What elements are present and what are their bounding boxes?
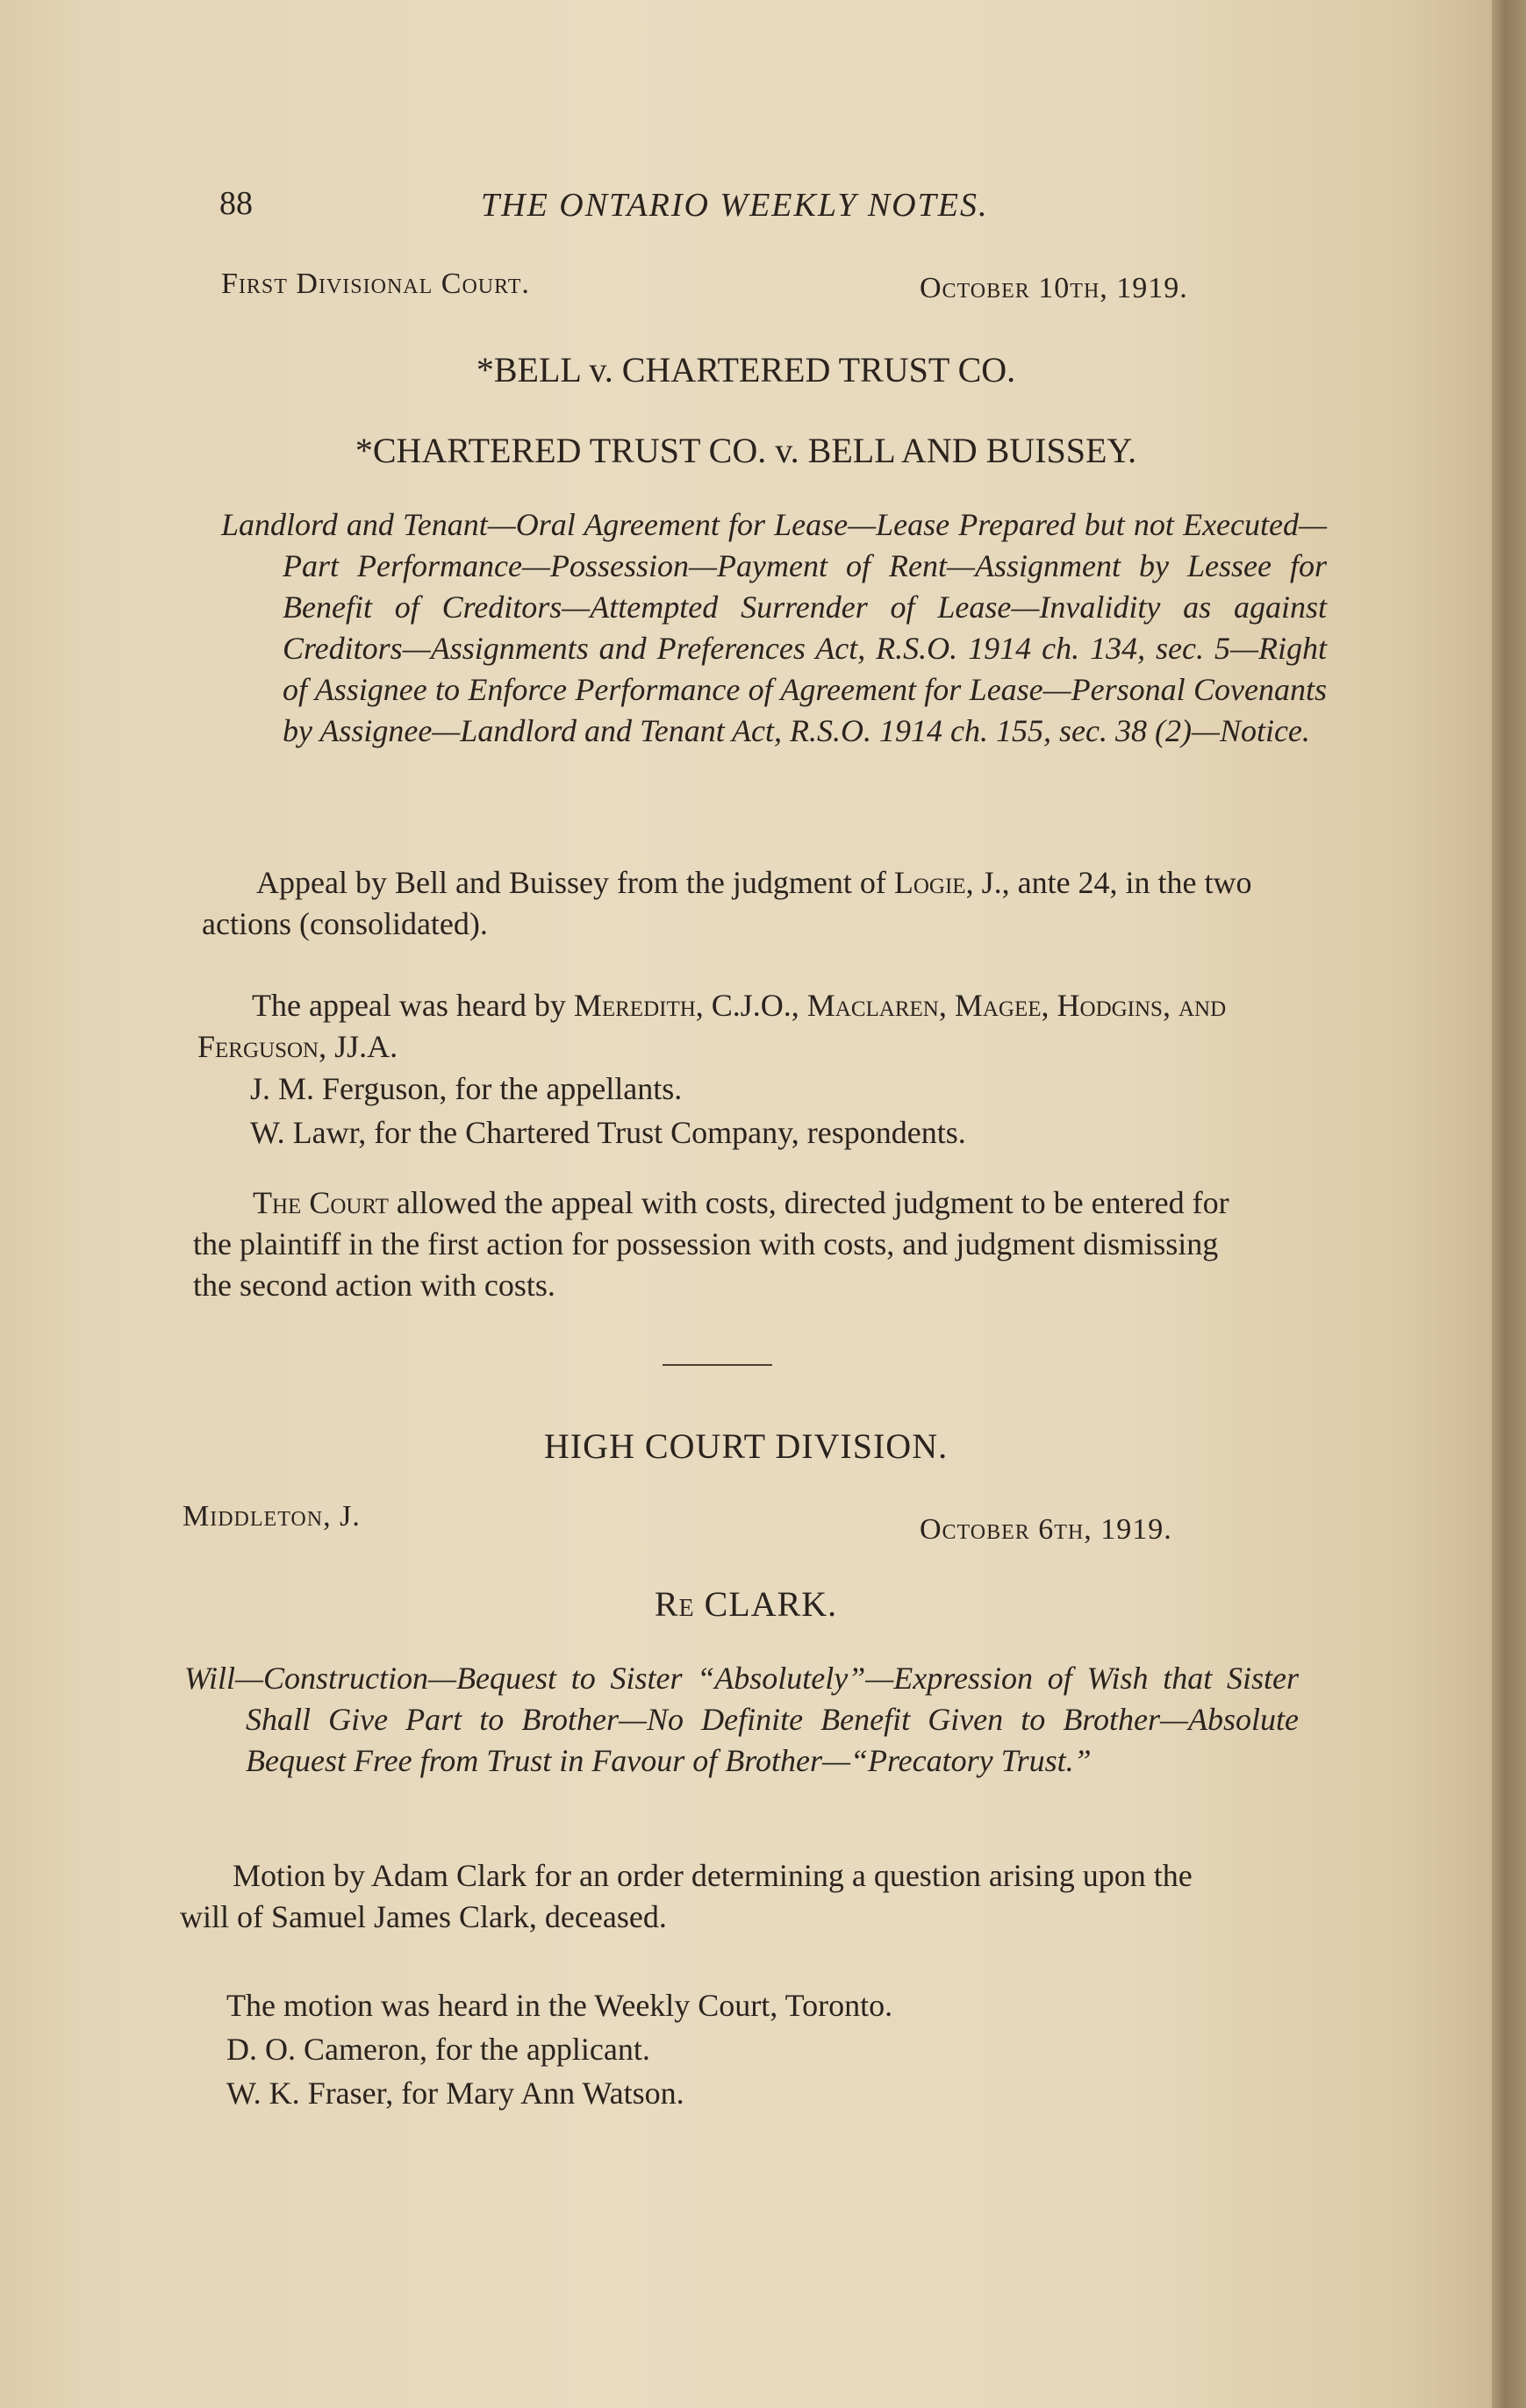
- decision-lead: The Court: [253, 1185, 389, 1220]
- counsel-watson: W. K. Fraser, for Mary Ann Watson.: [226, 2076, 684, 2111]
- bench-judges: Meredith, C.J.O., Maclaren, Magee, Hodgins, and Ferguson: [197, 988, 1227, 1064]
- headnote-2: Will—Construction—Bequest to Sister “Absolutely”—Expression of Wish that Sister Shall Give Part to Brother—No Definite Benefit Given to Brother—Absolute Bequest Free from Trust in Favour of Brother—“Precatory Trust.”: [184, 1661, 1299, 1778]
- hearing-text: The appeal was heard by: [252, 988, 574, 1023]
- appeal-text: Appeal by Bell and Buissey from the judgment of: [256, 865, 894, 900]
- running-title: THE ONTARIO WEEKLY NOTES.: [481, 187, 989, 224]
- case-title-secondary: *CHARTERED TRUST CO. v. BELL AND BUISSEY.: [355, 431, 1137, 470]
- decision-date: October 10th, 1919.: [920, 272, 1188, 304]
- presiding-judge: Middleton, J.: [183, 1500, 361, 1533]
- hearing-text-end: , JJ.A.: [319, 1029, 398, 1064]
- headnote: Landlord and Tenant—Oral Agreement for Lease—Lease Prepared but not Executed—Part Performance—Possession—Payment of Rent—Assignment by Lessee for Benefit of Creditors—Attempted Surrender of Lease—Invalidity as against Creditors—Assignments and Preferences Act, R.S.O. 1914 ch. 134, sec. 5—Right of Assignee to Enforce Performance of Agreement for Lease—Personal Covenants by Assignee—Landlord and Tenant Act, R.S.O. 1914 ch. 155, sec. 38 (2)—Notice.: [221, 507, 1327, 748]
- case-title-primary: *BELL v. CHARTERED TRUST CO.: [476, 350, 1016, 389]
- counsel-appellants: J. M. Ferguson, for the appellants.: [250, 1071, 683, 1106]
- section-heading: HIGH COURT DIVISION.: [543, 1426, 949, 1466]
- decision-text: allowed the appeal with costs, directed judgment to be entered for the plaintiff in the first action for possession with costs, and judgment dismissing the second action with costs.: [193, 1185, 1229, 1303]
- court-name: First Divisional Court.: [221, 268, 530, 300]
- motion-paragraph: Motion by Adam Clark for an order determining a question arising upon the will of Samuel James Clark, deceased.: [180, 1858, 1193, 1934]
- title-name: CLARK.: [704, 1584, 838, 1624]
- decision-paragraph: [193, 1183, 1264, 1306]
- page-number: 88: [219, 185, 253, 222]
- book-spine-edge: [1492, 0, 1526, 2408]
- section-divider: [663, 1364, 772, 1366]
- decision-date-2: October 6th, 1919.: [920, 1513, 1172, 1546]
- appeal-paragraph: [202, 862, 1268, 945]
- trial-judge: Logie: [893, 865, 966, 900]
- hearing-paragraph: [197, 985, 1264, 1068]
- motion-hearing: The motion was heard in the Weekly Court, Toronto.: [226, 1988, 893, 2023]
- case-title-re-clark: [219, 1583, 1272, 1625]
- appeal-text-end: , J., ante 24, in the two actions (consolidated).: [202, 865, 1252, 941]
- title-re: Re: [654, 1584, 695, 1624]
- counsel-applicant: D. O. Cameron, for the applicant.: [226, 2032, 650, 2067]
- counsel-respondents: W. Lawr, for the Chartered Trust Company, respondents.: [250, 1115, 966, 1150]
